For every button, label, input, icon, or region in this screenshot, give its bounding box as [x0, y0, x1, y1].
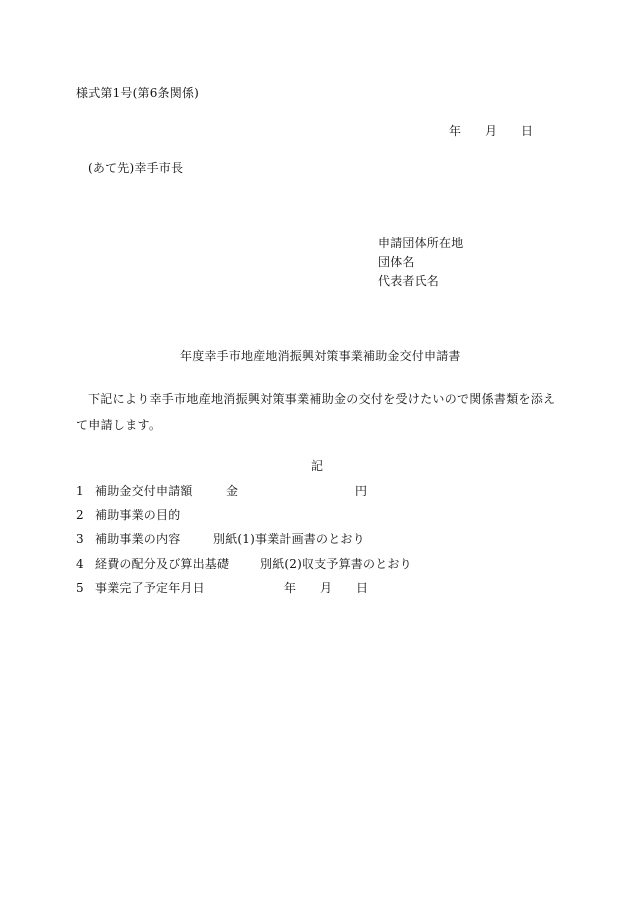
item-label: 補助事業の内容	[95, 532, 181, 546]
date-year: 年	[449, 124, 462, 138]
item-value: 別紙(2)収支予算書のとおり	[260, 557, 412, 571]
item-month: 月	[320, 581, 333, 595]
item-value-yen: 円	[355, 484, 368, 498]
item-value: 別紙(1)事業計画書のとおり	[213, 532, 365, 546]
date-month: 月	[485, 124, 498, 138]
item-label: 経費の配分及び算出基礎	[95, 557, 230, 571]
document-title: 年度幸手市地産地消振興対策事業補助金交付申請書	[180, 349, 461, 363]
item-label: 補助事業の目的	[95, 508, 181, 522]
item-day: 日	[356, 581, 369, 595]
applicant-rep-label: 代表者氏名	[378, 274, 440, 288]
addressee: (あて先)幸手市長	[88, 161, 184, 175]
applicant-org-label: 団体名	[378, 255, 415, 269]
ki-heading: 記	[311, 459, 324, 473]
form-number: 様式第1号(第6条関係)	[76, 86, 200, 100]
item-year: 年	[284, 581, 297, 595]
item-label: 補助金交付申請額	[95, 484, 193, 498]
item-number: 3	[76, 532, 84, 546]
item-number: 4	[76, 557, 84, 571]
applicant-address-label: 申請団体所在地	[378, 236, 464, 250]
date-day: 日	[521, 124, 534, 138]
item-number: 2	[76, 508, 84, 522]
item-number: 5	[76, 581, 84, 595]
body-paragraph: 下記により幸手市地産地消振興対策事業補助金の交付を受けたいので関係書類を添えて申請します。	[76, 392, 556, 432]
item-number: 1	[76, 484, 84, 498]
item-label: 事業完了予定年月日	[95, 581, 205, 595]
item-value-kin: 金	[226, 484, 239, 498]
